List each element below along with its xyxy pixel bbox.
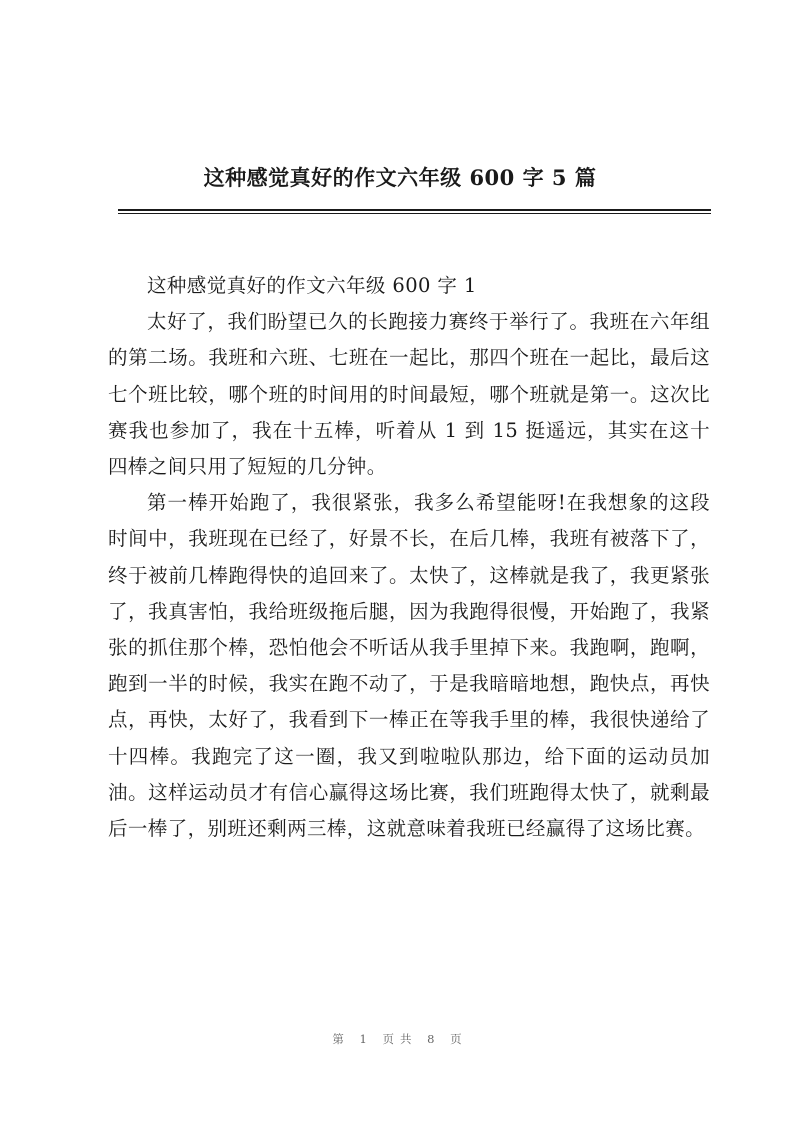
document-body [108, 268, 710, 847]
page-footer: 第 1 页共 8 页 [332, 1032, 468, 1046]
paragraph-1: 太好了，我们盼望已久的长跑接力赛终于举行了。我班在六年组的第二场。我班和六班、七班在一起比，那四个班在一起比，最后这七个班比较，哪个班的时间用的时间最短，哪个班就是第一。这次比赛我也参加了，我在十五棒，听着从 1 到 15 挺遥远，其实在这十四棒之间只用了短短的几分钟。 [108, 310, 710, 479]
essay-subheading: 这种感觉真好的作文六年级 600 字 1 [147, 274, 477, 297]
title-divider [118, 209, 711, 214]
page-title: 这种感觉真好的作文六年级 600 字 5 篇 [203, 165, 597, 190]
paragraph-2: 第一棒开始跑了，我很紧张，我多么希望能呀!在我想象的这段时间中，我班现在已经了，好景不长，在后几棒，我班有被落下了，终于被前几棒跑得快的追回来了。太快了，这棒就是我了，我更紧张了，我真害怕，我给班级拖后腿，因为我跑得很慢，开始跑了，我紧张的抓住那个棒，恐怕他会不听话从我手里掉下来。我跑啊，跑啊，跑到一半的时候，我实在跑不动了，于是我暗暗地想，跑快点，再快点，再快，太好了，我看到下一棒正在等我手里的棒，我很快递给了十四棒。我跑完了这一圈，我又到啦啦队那边，给下面的运动员加油。这样运动员才有信心赢得这场比赛，我们班跑得太快了，就剩最后一棒了，别班还剩两三棒，这就意味着我班已经赢得了这场比赛。 [108, 491, 710, 841]
